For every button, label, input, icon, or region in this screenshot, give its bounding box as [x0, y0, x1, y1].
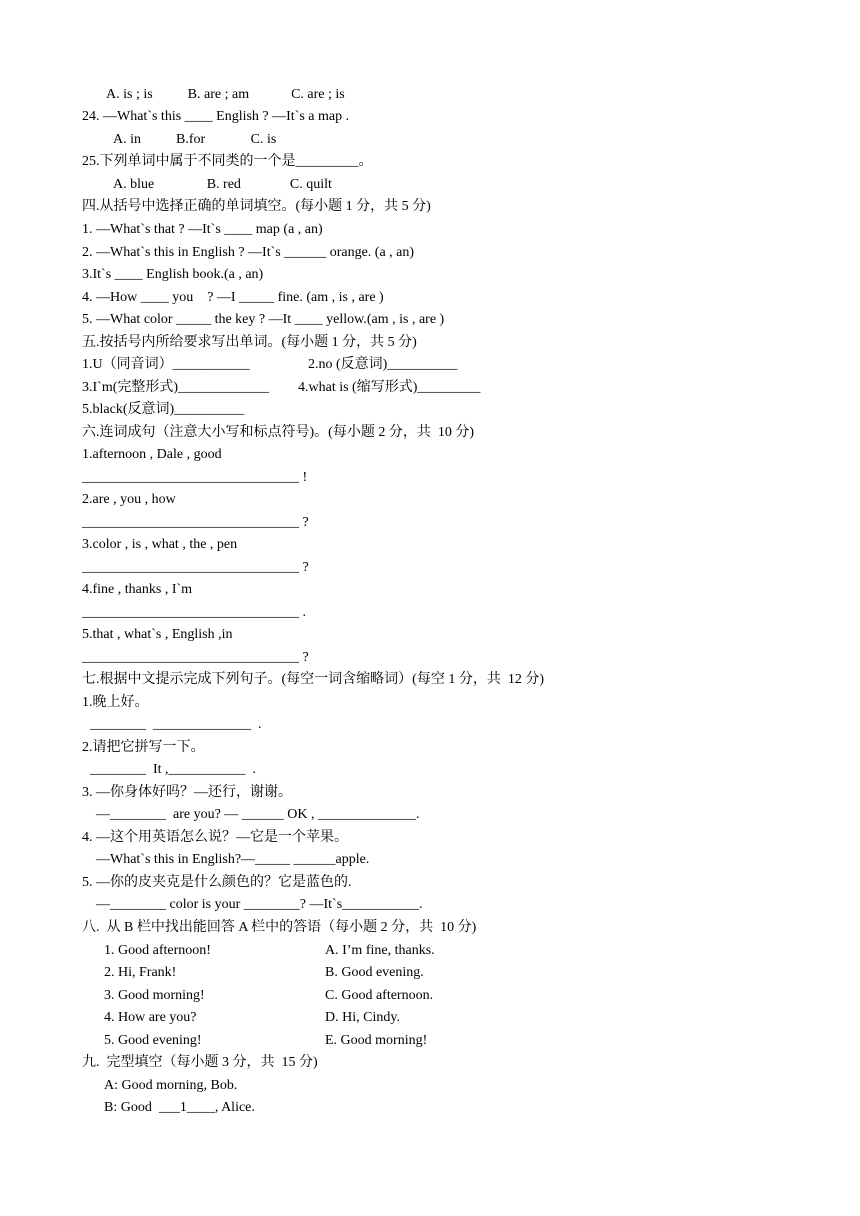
s7-item-2-blanks: ________ It ,___________ .: [90, 762, 257, 777]
s6-item-3-answer-line: _______________________________ ?: [82, 560, 309, 575]
section-6-heading: 六.连词成句（注意大小写和标点符号)。(每小题 2 分，共 10 分): [82, 425, 474, 440]
s8-column-a-item-2: 2. Hi, Frank!: [104, 965, 177, 980]
s6-item-1-words: 1.afternoon , Dale , good: [82, 447, 222, 462]
s4-item-1: 1. —What`s that ? —It`s ____ map (a , an): [82, 222, 323, 237]
s7-item-4-blanks: —What`s this in English?—_____ ______apple.: [96, 852, 370, 867]
s4-item-2: 2. —What`s this in English ? —It`s ______ orange. (a , an): [82, 245, 415, 260]
section-7-heading: 七.根据中文提示完成下列句子。(每空一词含缩略词）(每空 1 分，共 12 分): [82, 672, 544, 687]
s5-item-1: 1.U（同音词）___________: [82, 357, 250, 372]
s6-item-3-words: 3.color , is , what , the , pen: [82, 537, 238, 552]
s7-item-2-prompt: 2.请把它拼写一下。: [82, 740, 205, 755]
s6-item-4-answer-line: _______________________________ .: [82, 605, 306, 620]
s5-item-3: 3.I`m(完整形式)_____________: [82, 380, 270, 395]
s7-item-4-prompt: 4. —这个用英语怎么说？—它是一个苹果。: [82, 830, 348, 845]
s6-item-5-answer-line: _______________________________ ?: [82, 650, 309, 665]
s6-item-5-words: 5.that , what`s , English ,in: [82, 627, 233, 642]
s5-item-4: 4.what is (缩写形式)_________: [298, 380, 481, 395]
q25-options: A. blue B. red C. quilt: [113, 177, 332, 192]
s6-item-1-answer-line: _______________________________ !: [82, 470, 308, 485]
section-9-heading: 九. 完型填空（每小题 3 分，共 15 分): [82, 1055, 318, 1070]
s8-column-b-item-d: D. Hi, Cindy.: [325, 1010, 400, 1025]
s6-item-4-words: 4.fine , thanks , I`m: [82, 582, 193, 597]
s4-item-5: 5. —What color _____ the key ? —It ____ yellow.(am , is , are ): [82, 312, 445, 327]
s8-column-a-item-5: 5. Good evening!: [104, 1033, 202, 1048]
s5-item-2: 2.no (反意词)__________: [308, 357, 458, 372]
s4-item-3: 3.It`s ____ English book.(a , an): [82, 267, 264, 282]
s7-item-5-blanks: —________ color is your ________? —It`s___________.: [96, 897, 423, 912]
q23-options: A. is ; is B. are ; am C. are ; is: [106, 87, 345, 102]
section-5-heading: 五.按括号内所给要求写出单词。(每小题 1 分，共 5 分): [82, 335, 417, 350]
s7-item-1-prompt: 1.晚上好。: [82, 695, 149, 710]
s7-item-3-prompt: 3. —你身体好吗？—还行，谢谢。: [82, 785, 292, 800]
s8-column-a-item-4: 4. How are you?: [104, 1010, 197, 1025]
s8-column-b-item-c: C. Good afternoon.: [325, 988, 434, 1003]
q24-question: 24. —What`s this ____ English ? —It`s a map .: [82, 109, 350, 124]
s5-item-5: 5.black(反意词)__________: [82, 402, 245, 417]
s7-item-1-blanks: ________ ______________ .: [90, 717, 262, 732]
s8-column-a-item-1: 1. Good afternoon!: [104, 943, 211, 958]
section-4-heading: 四.从括号中选择正确的单词填空。(每小题 1 分，共 5 分): [82, 199, 431, 214]
q24-options: A. in B.for C. is: [113, 132, 277, 147]
q25-question: 25.下列单词中属于不同类的一个是_________。: [82, 154, 373, 169]
s8-column-a-item-3: 3. Good morning!: [104, 988, 205, 1003]
section-8-heading: 八. 从 B 栏中找出能回答 A 栏中的答语（每小题 2 分，共 10 分): [82, 920, 477, 935]
s7-item-3-blanks: —________ are you? — ______ OK , ______________.: [96, 807, 420, 822]
s6-item-2-words: 2.are , you , how: [82, 492, 176, 507]
s9-dialogue-line-a: A: Good morning, Bob.: [104, 1078, 238, 1093]
s8-column-b-item-a: A. I’m fine, thanks.: [325, 943, 435, 958]
s4-item-4: 4. —How ____ you ? —I _____ fine. (am , is , are ): [82, 290, 384, 305]
s8-column-b-item-e: E. Good morning!: [325, 1033, 428, 1048]
s8-column-b-item-b: B. Good evening.: [325, 965, 424, 980]
s6-item-2-answer-line: _______________________________ ?: [82, 515, 309, 530]
s9-dialogue-line-b: B: Good ___1____, Alice.: [104, 1100, 255, 1115]
s7-item-5-prompt: 5. —你的皮夹克是什么颜色的？它是蓝色的.: [82, 875, 352, 890]
